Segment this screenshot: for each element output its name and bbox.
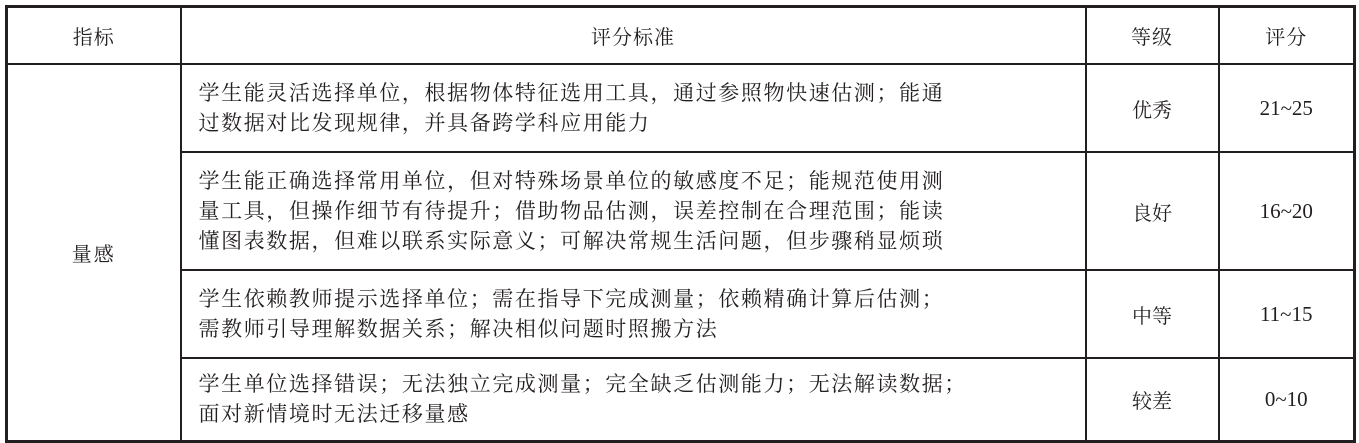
header-row <box>7 7 1355 65</box>
table-row <box>7 64 1355 152</box>
criteria-line: 懂图表数据，但难以联系实际意义；可解决常规生活问题，但步骤稍显烦琐 <box>198 229 945 253</box>
criteria-line: 学生依赖教师提示选择单位；需在指导下完成测量；依赖精确计算后估测； <box>198 287 945 311</box>
indicator-cell: 量感 <box>7 64 181 441</box>
level-cell: 良好 <box>1086 152 1219 270</box>
header-level: 等级 <box>1086 7 1219 65</box>
rubric-table <box>5 5 1356 443</box>
score-cell: 0~10 <box>1219 358 1355 441</box>
criteria-cell <box>181 152 1086 270</box>
criteria-cell <box>181 270 1086 358</box>
header-indicator: 指标 <box>7 7 181 65</box>
criteria-line: 量工具，但操作细节有待提升；借助物品估测，误差控制在合理范围；能读 <box>198 199 945 223</box>
table-row <box>7 358 1355 441</box>
score-cell: 16~20 <box>1219 152 1355 270</box>
criteria-cell <box>181 358 1086 441</box>
criteria-line: 学生单位选择错误；无法独立完成测量；完全缺乏估测能力；无法解读数据； <box>198 372 967 397</box>
score-cell: 21~25 <box>1219 64 1355 152</box>
level-cell: 中等 <box>1086 270 1219 358</box>
table-row <box>7 270 1355 358</box>
criteria-line: 过数据对比发现规律，并具备跨学科应用能力 <box>198 111 651 135</box>
score-cell: 11~15 <box>1219 270 1355 358</box>
criteria-line: 需教师引导理解数据关系；解决相似问题时照搬方法 <box>198 317 719 341</box>
header-criteria: 评分标准 <box>181 7 1086 65</box>
criteria-cell <box>181 64 1086 152</box>
criteria-line: 面对新情境时无法迁移量感 <box>198 402 470 427</box>
level-cell: 较差 <box>1086 358 1219 441</box>
header-score: 评分 <box>1219 7 1355 65</box>
level-cell: 优秀 <box>1086 64 1219 152</box>
table-row <box>7 152 1355 270</box>
criteria-line: 学生能灵活选择单位，根据物体特征选用工具，通过参照物快速估测；能通 <box>198 81 945 105</box>
criteria-line: 学生能正确选择常用单位，但对特殊场景单位的敏感度不足；能规范使用测 <box>198 169 945 193</box>
